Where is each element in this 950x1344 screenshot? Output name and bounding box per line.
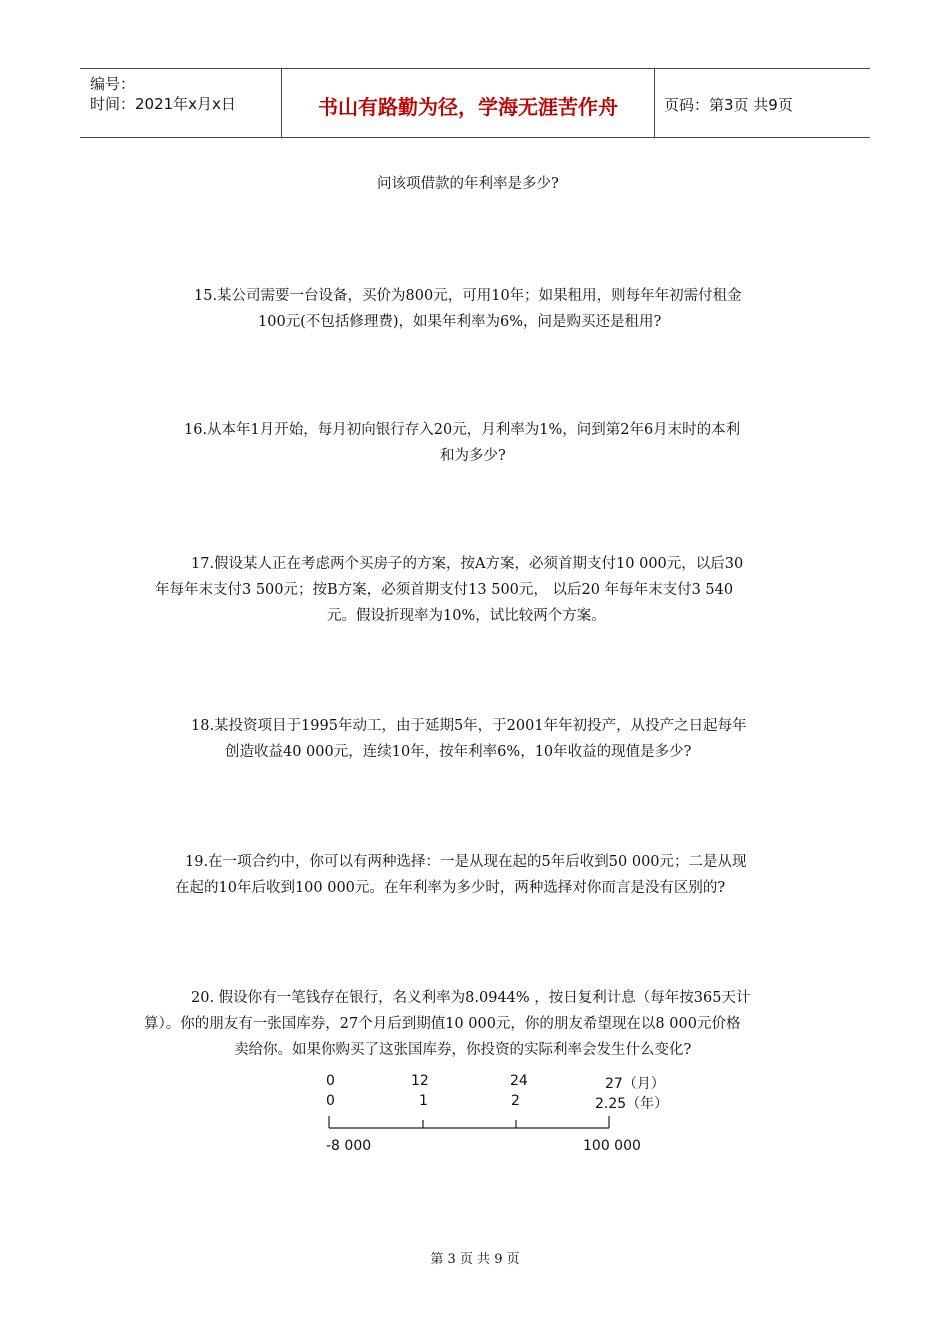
- question-16-line-1: 16.从本年1月开始，每月初向银行存入20元，月利率为1%，问到第2年6月末时的本利: [184, 422, 741, 438]
- timeline-end-amount: 100 000: [583, 1138, 641, 1154]
- question-15-line-2: 100元(不包括修理费)，如果年利率为6%，问是购买还是租用?: [258, 314, 662, 330]
- timeline-year-2: 2: [511, 1093, 520, 1109]
- question-20-line-2: 算）。你的朋友有一张国库券，27个月后到期值10 000元，你的朋友希望现在以8 000元价格: [144, 1016, 741, 1032]
- question-17-line-1: 17.假设某人正在考虑两个买房子的方案，按A方案，必须首期支付10 000元，以后30: [191, 556, 744, 572]
- header-page-cell: [654, 69, 870, 137]
- question-20-line-1: 20. 假设你有一笔钱存在银行，名义利率为8.0944% ，按日复利计息（每年按365天计: [191, 990, 751, 1006]
- question-17-line-3: 元。假设折现率为10%，试比较两个方案。: [327, 608, 606, 624]
- question-15-line-1: 15.某公司需要一台设备，买价为800元，可用10年；如果租用，则每年年初需付租金: [194, 288, 742, 304]
- question-18-line-1: 18.某投资项目于1995年动工，由于延期5年，于2001年年初投产，从投产之日起每年: [191, 718, 747, 734]
- document-header: [80, 68, 870, 138]
- timeline-axis: [320, 1110, 620, 1134]
- question-20-line-3: 卖给你。如果你购买了这张国库券，你投资的实际利率会发生什么变化?: [234, 1042, 692, 1058]
- timeline-year-225: 2.25（年）: [595, 1096, 669, 1112]
- question-17-line-2: 年每年末支付3 500元；按B方案，必须首期支付13 500元， 以后20 年每年末支付3 540: [155, 582, 734, 598]
- timeline-month-12: 12: [411, 1073, 429, 1089]
- question-19-line-1: 19.在一项合约中，你可以有两种选择：一是从现在起的5年后收到50 000元；二是从现: [185, 854, 747, 870]
- question-16-line-2: 和为多少?: [440, 448, 506, 464]
- timeline-start-amount: -8 000: [326, 1138, 372, 1154]
- timeline-month-24: 24: [510, 1073, 528, 1089]
- header-motto-cell: [281, 69, 655, 137]
- timeline-year-1: 1: [419, 1093, 428, 1109]
- timeline-month-27: 27（月）: [605, 1076, 665, 1092]
- number-label: 编号：: [90, 75, 136, 93]
- question-19-line-2: 在起的10年后收到100 000元。在年利率为多少时，两种选择对你而言是没有区别的?: [175, 880, 726, 896]
- time-label: 时间：2021年x月x日: [90, 95, 236, 113]
- question-14-tail: 问该项借款的年利率是多少?: [377, 176, 559, 192]
- header-meta-cell: [80, 69, 281, 137]
- timeline-month-0: 0: [326, 1073, 335, 1089]
- motto-text: 书山有路勤为径，学海无涯苦作舟: [318, 95, 618, 119]
- question-18-line-2: 创造收益40 000元，连续10年，按年利率6%，10年收益的现值是多少?: [225, 744, 692, 760]
- page-footer: 第 3 页 共 9 页: [430, 1252, 520, 1267]
- timeline-year-0: 0: [326, 1093, 335, 1109]
- page-info: 页码：第3页 共9页: [664, 96, 793, 114]
